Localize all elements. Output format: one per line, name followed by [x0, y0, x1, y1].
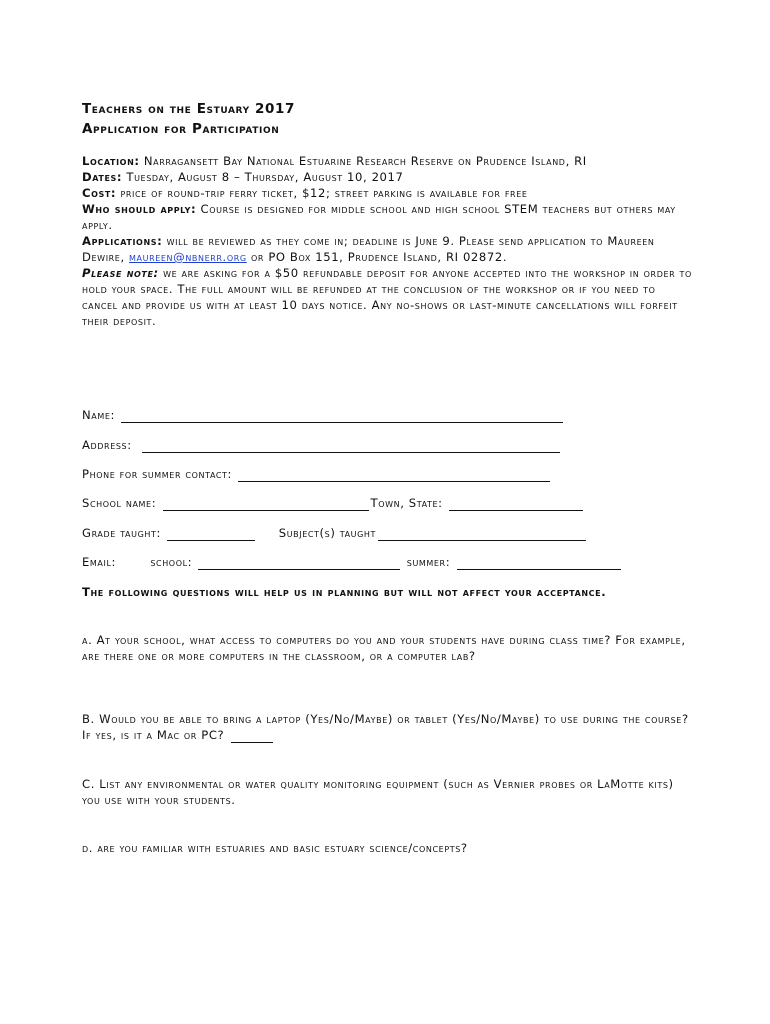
note-label: Please note:	[82, 266, 159, 280]
town-state-field[interactable]	[449, 498, 583, 511]
email-row	[82, 554, 623, 570]
question-d: d. are you familiar with estuaries and basic estuary science/concepts?	[82, 841, 468, 855]
school-name-label: School name:	[82, 496, 157, 510]
page-subtitle: Application for Participation	[82, 121, 280, 137]
email-school-label: school:	[150, 555, 193, 569]
cost-label: Cost:	[82, 186, 117, 200]
address-row	[82, 437, 562, 453]
question-a: a. At your school, what access to computers do you and your students have during class time? For example, are there one or more computers in the classroom, or a computer lab?	[82, 633, 686, 663]
email-school-field[interactable]	[198, 557, 400, 570]
applications-label: Applications:	[82, 234, 163, 248]
grade-field[interactable]	[167, 528, 255, 541]
mac-or-pc-field[interactable]	[231, 730, 273, 743]
page-title: Teachers on the Estuary 2017	[82, 101, 295, 117]
location-label: Location:	[82, 154, 140, 168]
phone-field[interactable]	[238, 469, 550, 482]
email-label: Email:	[82, 555, 117, 569]
grade-subject-row	[82, 525, 588, 541]
dates-text: Tuesday, August 8 – Thursday, August 10, 2017	[122, 170, 404, 184]
school-name-field[interactable]	[163, 498, 369, 511]
town-state-label: Town, State:	[370, 496, 443, 510]
name-label: Name:	[82, 408, 116, 422]
name-row	[82, 407, 565, 423]
cost-text: price of round-trip ferry ticket, $12; street parking is available for free	[116, 186, 528, 200]
questions-intro: The following questions will help us in planning but will not affect your acceptance.	[82, 585, 607, 599]
grade-label: Grade taught:	[82, 526, 161, 540]
who-text: Course is designed for middle school and high school STEM teachers but others may apply.	[82, 202, 676, 232]
school-row	[82, 495, 585, 511]
name-field[interactable]	[121, 410, 563, 423]
question-c: C. List any environmental or water quality monitoring equipment (such as Vernier probes or LaMotte kits) you use with your students.	[82, 777, 674, 807]
subject-label: Subject(s) taught	[278, 526, 377, 540]
subject-field[interactable]	[378, 528, 586, 541]
dates-label: Dates:	[82, 170, 123, 184]
note-text: we are asking for a $50 refundable deposit for anyone accepted into the workshop in order to hold your space. The full amount will be refunded at the conclusion of the workshop or if you need to cancel and provide us with at least 10 days notice. Any no-shows or last-minute cancellations will forfeit their deposit.	[82, 266, 692, 328]
address-field[interactable]	[142, 440, 560, 453]
email-summer-label: summer:	[406, 555, 451, 569]
email-summer-field[interactable]	[457, 557, 621, 570]
question-b	[82, 711, 692, 743]
location-info	[82, 153, 692, 329]
phone-row	[82, 466, 552, 482]
who-label: Who should apply:	[82, 202, 197, 216]
applications-text: will be reviewed as they come in; deadline is June 9. Please send application to Maureen Dewire,	[82, 234, 655, 264]
phone-label: Phone for summer contact:	[82, 467, 233, 481]
email-link[interactable]: maureen@nbnerr.org	[129, 250, 247, 264]
address-label: Address:	[82, 438, 132, 452]
location-text: Narragansett Bay National Estuarine Research Reserve on Prudence Island, RI	[139, 154, 587, 168]
applications-address: or PO Box 151, Prudence Island, RI 02872.	[246, 250, 508, 264]
question-b-text: B. Would you be able to bring a laptop (Yes/No/Maybe) or tablet (Yes/No/Maybe) to use during the course? If yes, is it a Mac or PC?	[82, 712, 689, 742]
